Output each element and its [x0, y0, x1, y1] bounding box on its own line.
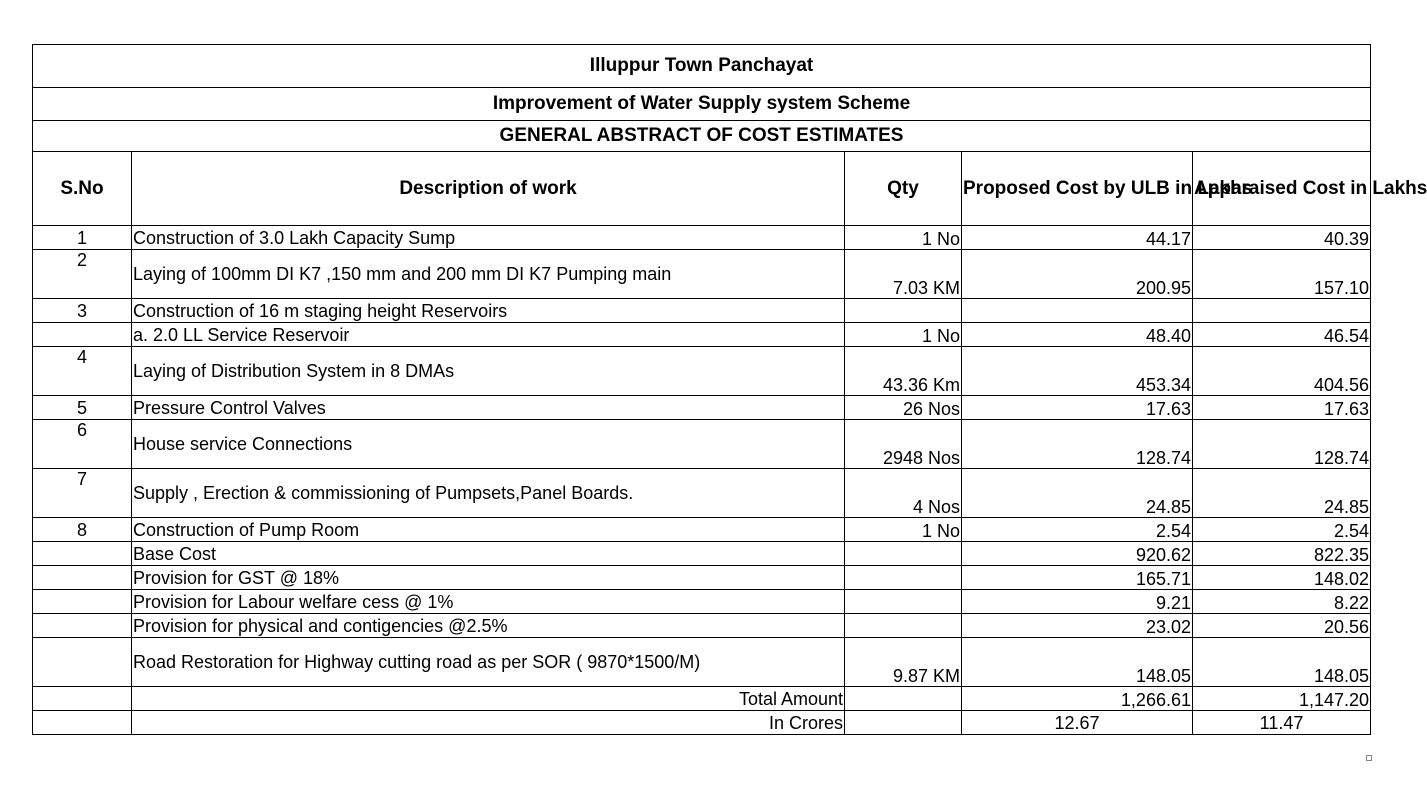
table-row — [33, 347, 1371, 396]
cell-description[interactable]: Laying of 100mm DI K7 ,150 mm and 200 mm DI K7 Pumping main — [132, 250, 845, 299]
cell-qty[interactable]: 26 Nos — [845, 396, 962, 420]
cell-sno[interactable]: 7 — [33, 469, 132, 518]
cell-sno[interactable] — [33, 638, 132, 687]
cell-appraised-cost[interactable]: 148.05 — [1193, 638, 1371, 687]
cell-sno[interactable]: 3 — [33, 299, 132, 323]
cell-sno[interactable] — [33, 614, 132, 638]
cell-qty[interactable] — [845, 299, 962, 323]
table-row — [33, 469, 1371, 518]
cell-appraised-cost[interactable]: 17.63 — [1193, 396, 1371, 420]
cell-appraised-cost[interactable]: 148.02 — [1193, 566, 1371, 590]
cell-qty[interactable]: 2948 Nos — [845, 420, 962, 469]
table-row — [33, 590, 1371, 614]
cell-description[interactable]: Supply , Erection & commissioning of Pumpsets,Panel Boards. — [132, 469, 845, 518]
column-header-proposed-cost[interactable]: Proposed Cost by ULB in Lakhs — [962, 152, 1193, 226]
cell-description[interactable]: House service Connections — [132, 420, 845, 469]
cell-sno[interactable] — [33, 323, 132, 347]
table-row — [33, 566, 1371, 590]
cell-appraised-cost[interactable]: 46.54 — [1193, 323, 1371, 347]
cell-proposed-cost[interactable]: 453.34 — [962, 347, 1193, 396]
cell-proposed-cost[interactable]: 24.85 — [962, 469, 1193, 518]
subtitle-row — [33, 88, 1371, 121]
column-header-sno[interactable]: S.No — [33, 152, 132, 226]
cell-qty[interactable]: 1 No — [845, 518, 962, 542]
cell-proposed-cost[interactable]: 148.05 — [962, 638, 1193, 687]
cell-sno[interactable] — [33, 566, 132, 590]
total-proposed-cost[interactable]: 1,266.61 — [962, 687, 1193, 711]
total-appraised-cost[interactable]: 1,147.20 — [1193, 687, 1371, 711]
table-row — [33, 638, 1371, 687]
cell-proposed-cost[interactable]: 48.40 — [962, 323, 1193, 347]
cell-qty[interactable] — [845, 542, 962, 566]
cell-qty[interactable]: 7.03 KM — [845, 250, 962, 299]
cell-sno[interactable]: 8 — [33, 518, 132, 542]
cell-empty[interactable] — [845, 687, 962, 711]
cell-proposed-cost[interactable]: 9.21 — [962, 590, 1193, 614]
table-row — [33, 396, 1371, 420]
cell-sno[interactable] — [33, 590, 132, 614]
cell-description[interactable]: Construction of 3.0 Lakh Capacity Sump — [132, 226, 845, 250]
table-row — [33, 518, 1371, 542]
cell-empty[interactable] — [845, 711, 962, 735]
cell-qty[interactable] — [845, 566, 962, 590]
crores-appraised-cost[interactable]: 11.47 — [1193, 711, 1371, 735]
cell-description[interactable]: Provision for physical and contigencies @2.5% — [132, 614, 845, 638]
cell-sno[interactable]: 2 — [33, 250, 132, 299]
cell-qty[interactable] — [845, 590, 962, 614]
cell-empty[interactable] — [33, 687, 132, 711]
cell-description[interactable]: Laying of Distribution System in 8 DMAs — [132, 347, 845, 396]
cell-qty[interactable]: 1 No — [845, 226, 962, 250]
cell-appraised-cost[interactable]: 40.39 — [1193, 226, 1371, 250]
column-header-description[interactable]: Description of work — [132, 152, 845, 226]
cell-qty[interactable]: 4 Nos — [845, 469, 962, 518]
document-title[interactable]: Illuppur Town Panchayat — [33, 45, 1371, 88]
cell-qty[interactable]: 9.87 KM — [845, 638, 962, 687]
cell-qty[interactable]: 1 No — [845, 323, 962, 347]
cell-proposed-cost[interactable]: 165.71 — [962, 566, 1193, 590]
cell-description[interactable]: Base Cost — [132, 542, 845, 566]
cell-qty[interactable] — [845, 614, 962, 638]
cell-proposed-cost[interactable]: 2.54 — [962, 518, 1193, 542]
table-row — [33, 542, 1371, 566]
cell-empty[interactable] — [33, 711, 132, 735]
scheme-title[interactable]: Improvement of Water Supply system Scheme — [33, 88, 1371, 121]
table-row — [33, 226, 1371, 250]
table-row — [33, 299, 1371, 323]
crores-row — [33, 711, 1371, 735]
abstract-title[interactable]: GENERAL ABSTRACT OF COST ESTIMATES — [33, 121, 1371, 152]
cell-description[interactable]: a. 2.0 LL Service Reservoir — [132, 323, 845, 347]
column-header-appraised-cost[interactable]: Apparaised Cost in Lakhs — [1193, 152, 1371, 226]
cell-description[interactable]: Pressure Control Valves — [132, 396, 845, 420]
in-crores-label[interactable]: In Crores — [132, 711, 845, 735]
cell-appraised-cost[interactable]: 20.56 — [1193, 614, 1371, 638]
table-row — [33, 250, 1371, 299]
cell-proposed-cost[interactable]: 23.02 — [962, 614, 1193, 638]
cell-description[interactable]: Road Restoration for Highway cutting road as per SOR ( 9870*1500/M) — [132, 638, 845, 687]
total-row — [33, 687, 1371, 711]
cell-appraised-cost[interactable]: 2.54 — [1193, 518, 1371, 542]
cell-sno[interactable]: 4 — [33, 347, 132, 396]
cell-sno[interactable]: 5 — [33, 396, 132, 420]
cell-sno[interactable]: 6 — [33, 420, 132, 469]
cell-proposed-cost[interactable] — [962, 299, 1193, 323]
cell-description[interactable]: Provision for GST @ 18% — [132, 566, 845, 590]
cell-appraised-cost[interactable]: 822.35 — [1193, 542, 1371, 566]
cell-sno[interactable]: 1 — [33, 226, 132, 250]
cell-proposed-cost[interactable]: 17.63 — [962, 396, 1193, 420]
column-header-row — [33, 152, 1371, 226]
cell-appraised-cost[interactable]: 404.56 — [1193, 347, 1371, 396]
cell-appraised-cost[interactable]: 128.74 — [1193, 420, 1371, 469]
table-row — [33, 420, 1371, 469]
cell-proposed-cost[interactable]: 920.62 — [962, 542, 1193, 566]
cell-appraised-cost[interactable]: 24.85 — [1193, 469, 1371, 518]
cost-estimate-table — [32, 44, 1427, 735]
cell-proposed-cost[interactable]: 128.74 — [962, 420, 1193, 469]
cell-description[interactable]: Construction of Pump Room — [132, 518, 845, 542]
cell-proposed-cost[interactable]: 200.95 — [962, 250, 1193, 299]
crores-proposed-cost[interactable]: 12.67 — [962, 711, 1193, 735]
cell-proposed-cost[interactable]: 44.17 — [962, 226, 1193, 250]
cell-appraised-cost[interactable]: 157.10 — [1193, 250, 1371, 299]
abstract-row — [33, 121, 1371, 152]
cell-description[interactable]: Construction of 16 m staging height Reservoirs — [132, 299, 845, 323]
cell-appraised-cost[interactable]: 8.22 — [1193, 590, 1371, 614]
total-amount-label[interactable]: Total Amount — [132, 687, 845, 711]
title-row — [33, 45, 1371, 88]
cell-appraised-cost[interactable] — [1193, 299, 1371, 323]
table-row — [33, 614, 1371, 638]
column-header-qty[interactable]: Qty — [845, 152, 962, 226]
table-row — [33, 323, 1371, 347]
cell-sno[interactable] — [33, 542, 132, 566]
resize-handle[interactable] — [1366, 755, 1372, 761]
cell-qty[interactable]: 43.36 Km — [845, 347, 962, 396]
cell-description[interactable]: Provision for Labour welfare cess @ 1% — [132, 590, 845, 614]
